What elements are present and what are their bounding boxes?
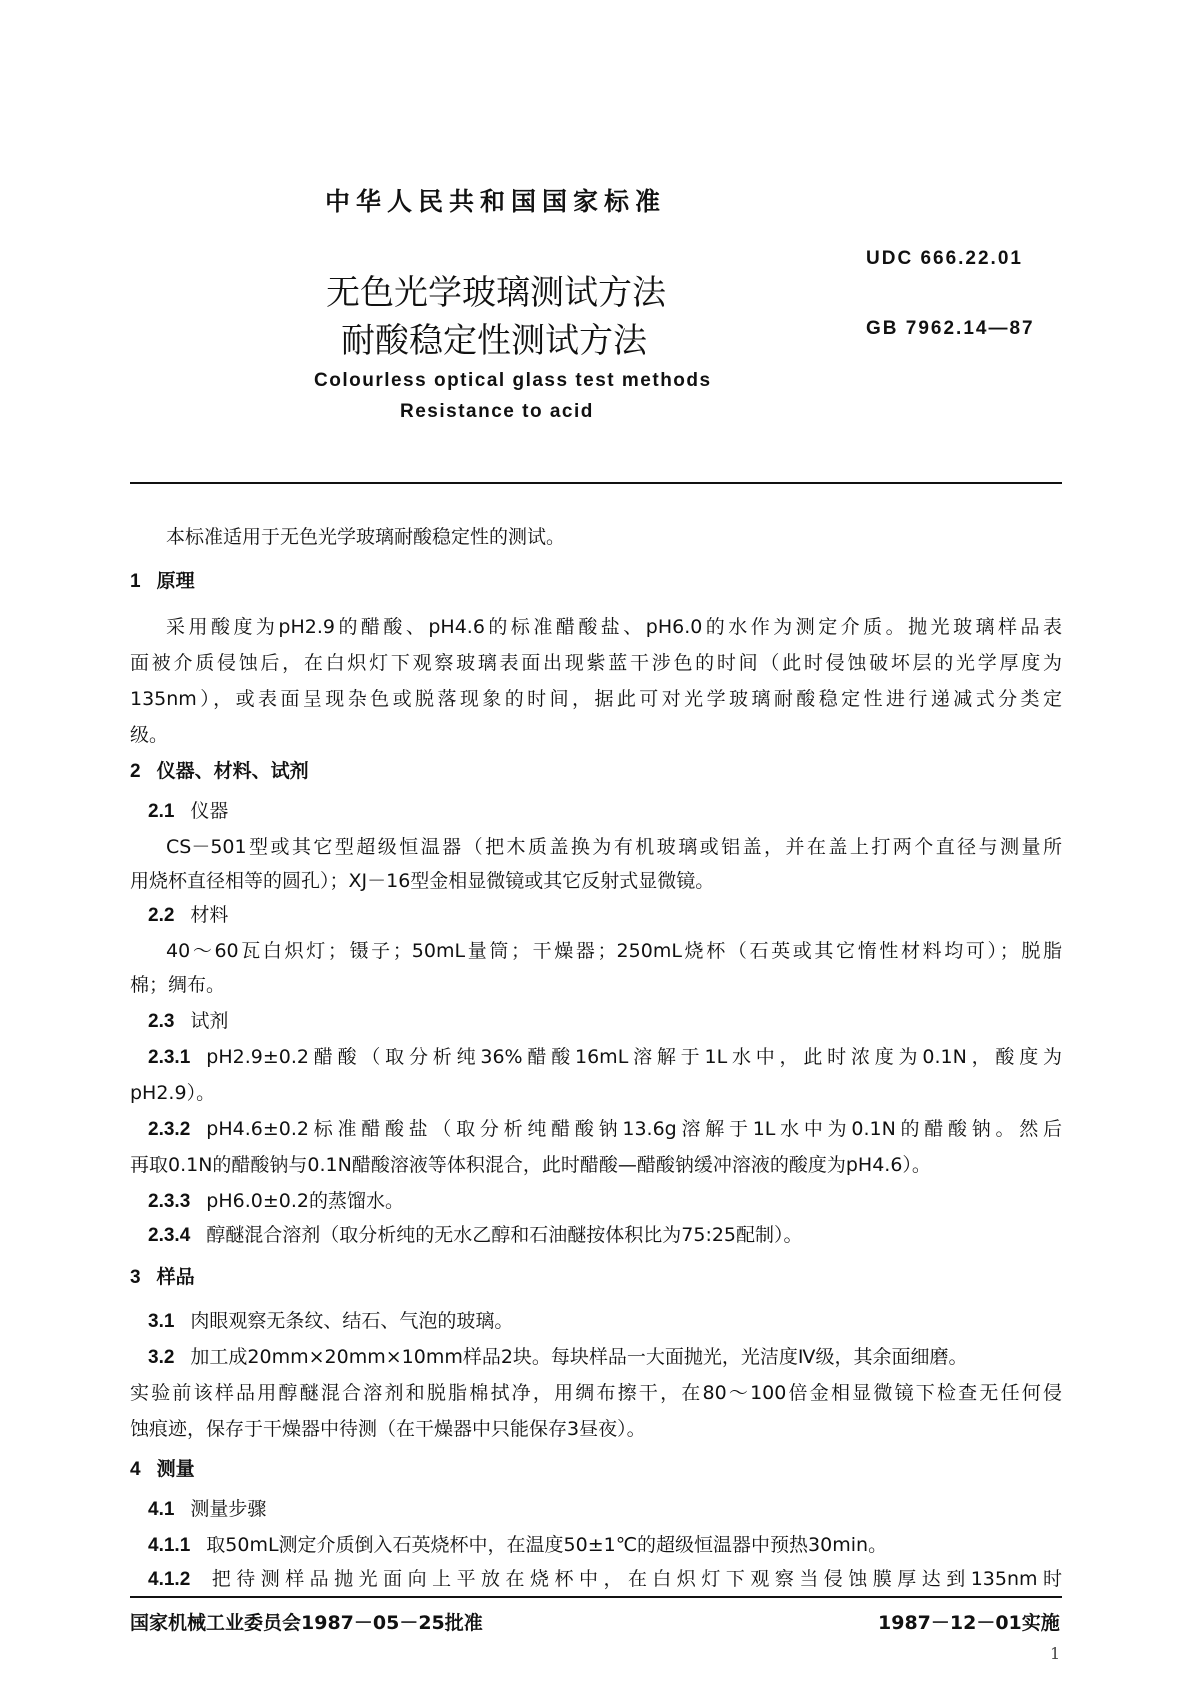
- header-rule: [130, 482, 1062, 484]
- s2-2-heading: [148, 900, 228, 927]
- s2-3-2-line2: 再取0.1N的醋酸钠与0.1N醋酸溶液等体积混合，此时醋酸—醋酸钠缓冲溶液的酸度为pH4.6）。: [130, 1154, 931, 1176]
- section-number: 3: [130, 1267, 141, 1288]
- subsection-number: 2.3: [148, 1011, 175, 1032]
- item-number: 2.3.1: [148, 1047, 191, 1068]
- title-zh-line1: 无色光学玻璃测试方法: [326, 273, 666, 313]
- section-title: 原理: [156, 570, 195, 592]
- subsection-title: 试剂: [190, 1010, 229, 1032]
- s2-3-3: [148, 1186, 404, 1213]
- item-number: 2.3.3: [148, 1191, 191, 1212]
- s2-2-line1: 40～60瓦白炽灯；镊子；50mL量筒；干燥器；250mL烧杯（石英或其它惰性材料均可）；脱脂: [166, 940, 1062, 962]
- item-number: 4.1.2: [148, 1569, 191, 1590]
- title-zh-line2: 耐酸稳定性测试方法: [341, 321, 647, 361]
- item-number: 4.1.1: [148, 1535, 191, 1556]
- section-title: 测量: [156, 1458, 195, 1480]
- s4-1-heading: [148, 1494, 266, 1521]
- s2-1-heading: [148, 796, 228, 823]
- s2-3-heading: [148, 1006, 228, 1033]
- s4-1-2: [148, 1564, 1062, 1591]
- section-title: 样品: [156, 1266, 195, 1288]
- section-3-heading: [130, 1262, 195, 1289]
- s4-1-1: [148, 1530, 887, 1557]
- subsection-number: 3.2: [148, 1347, 175, 1368]
- item-text: 醇醚混合溶剂（取分析纯的无水乙醇和石油醚按体积比为75:25配制）。: [206, 1224, 803, 1246]
- s3-2-line1: [148, 1342, 967, 1369]
- gb-number: GB 7962.14—87: [866, 318, 1035, 339]
- s1-line3: 135nm），或表面呈现杂色或脱落现象的时间，据此可对光学玻璃耐酸稳定性进行递减式分类定: [130, 688, 1062, 710]
- s3-2-line3: 蚀痕迹，保存于干燥器中待测（在干燥器中只能保存3昼夜）。: [130, 1418, 646, 1440]
- title-en-line1: Colourless optical glass test methods: [314, 370, 712, 391]
- subsection-number: 4.1: [148, 1499, 175, 1520]
- s2-3-1-line1: [148, 1042, 1062, 1069]
- section-2-heading: [130, 756, 309, 783]
- s3-1: [148, 1306, 513, 1333]
- subsection-title: 材料: [190, 904, 229, 926]
- item-text: 取50mL测定介质倒入石英烧杯中，在温度50±1℃的超级恒温器中预热30min。: [206, 1534, 888, 1556]
- item-text: 把待测样品抛光面向上平放在烧杯中，在白炽灯下观察当侵蚀膜厚达到135nm时: [206, 1568, 1062, 1590]
- item-text: pH4.6±0.2标准醋酸盐（取分析纯醋酸钠13.6g溶解于1L水中为0.1N的醋酸钠。然后: [206, 1118, 1062, 1140]
- s2-3-1-line2: pH2.9）。: [130, 1082, 216, 1104]
- item-number: 2.3.2: [148, 1119, 191, 1140]
- national-standard-heading: 中华人民共和国国家标准: [325, 187, 667, 216]
- item-number: 2.3.4: [148, 1225, 191, 1246]
- s3-2-line2: 实验前该样品用醇醚混合溶剂和脱脂棉拭净，用绸布擦干，在80～100倍金相显微镜下检查无任何侵: [130, 1382, 1062, 1404]
- udc-code: UDC 666.22.01: [866, 248, 1023, 269]
- s1-line4: 级。: [130, 724, 169, 746]
- s1-line1: 采用酸度为pH2.9的醋酸、pH4.6的标准醋酸盐、pH6.0的水作为测定介质。抛光玻璃样品表: [166, 616, 1062, 638]
- s1-line2: 面被介质侵蚀后，在白炽灯下观察玻璃表面出现紫蓝干涉色的时间（此时侵蚀破坏层的光学厚度为: [130, 652, 1062, 674]
- subsection-number: 2.2: [148, 905, 175, 926]
- intro-paragraph: 本标准适用于无色光学玻璃耐酸稳定性的测试。: [166, 526, 566, 548]
- subsection-number: 2.1: [148, 801, 175, 822]
- subsection-title: 测量步骤: [190, 1498, 267, 1520]
- footer-rule: [130, 1596, 1062, 1598]
- section-1-heading: [130, 566, 195, 593]
- subsection-title: 仪器: [190, 800, 229, 822]
- s2-3-4: [148, 1220, 803, 1247]
- section-number: 1: [130, 571, 141, 592]
- item-text: pH2.9±0.2醋酸（取分析纯36%醋酸16mL溶解于1L水中，此时浓度为0.1N，酸度为: [206, 1046, 1062, 1068]
- approval-date: 国家机械工业委员会1987－05－25批准: [130, 1612, 483, 1634]
- item-text: pH6.0±0.2的蒸馏水。: [206, 1190, 404, 1212]
- s2-3-2-line1: [148, 1114, 1062, 1141]
- subsection-text: 加工成20mm×20mm×10mm样品2块。每块样品一大面抛光，光洁度Ⅳ级，其余面细磨。: [190, 1346, 968, 1368]
- s2-2-line2: 棉；绸布。: [130, 974, 226, 996]
- title-en-line2: Resistance to acid: [400, 401, 594, 422]
- page-number: 1: [1050, 1644, 1061, 1663]
- s2-1-line1: CS－501型或其它型超级恒温器（把木质盖换为有机玻璃或铝盖，并在盖上打两个直径与测量所: [166, 836, 1062, 858]
- section-number: 4: [130, 1459, 141, 1480]
- subsection-number: 3.1: [148, 1311, 175, 1332]
- effective-date: 1987－12－01实施: [878, 1612, 1060, 1634]
- s2-1-line2: 用烧杯直径相等的圆孔）；XJ－16型金相显微镜或其它反射式显微镜。: [130, 870, 715, 892]
- subsection-text: 肉眼观察无条纹、结石、气泡的玻璃。: [190, 1310, 514, 1332]
- section-4-heading: [130, 1454, 195, 1481]
- section-title: 仪器、材料、试剂: [156, 760, 309, 782]
- section-number: 2: [130, 761, 141, 782]
